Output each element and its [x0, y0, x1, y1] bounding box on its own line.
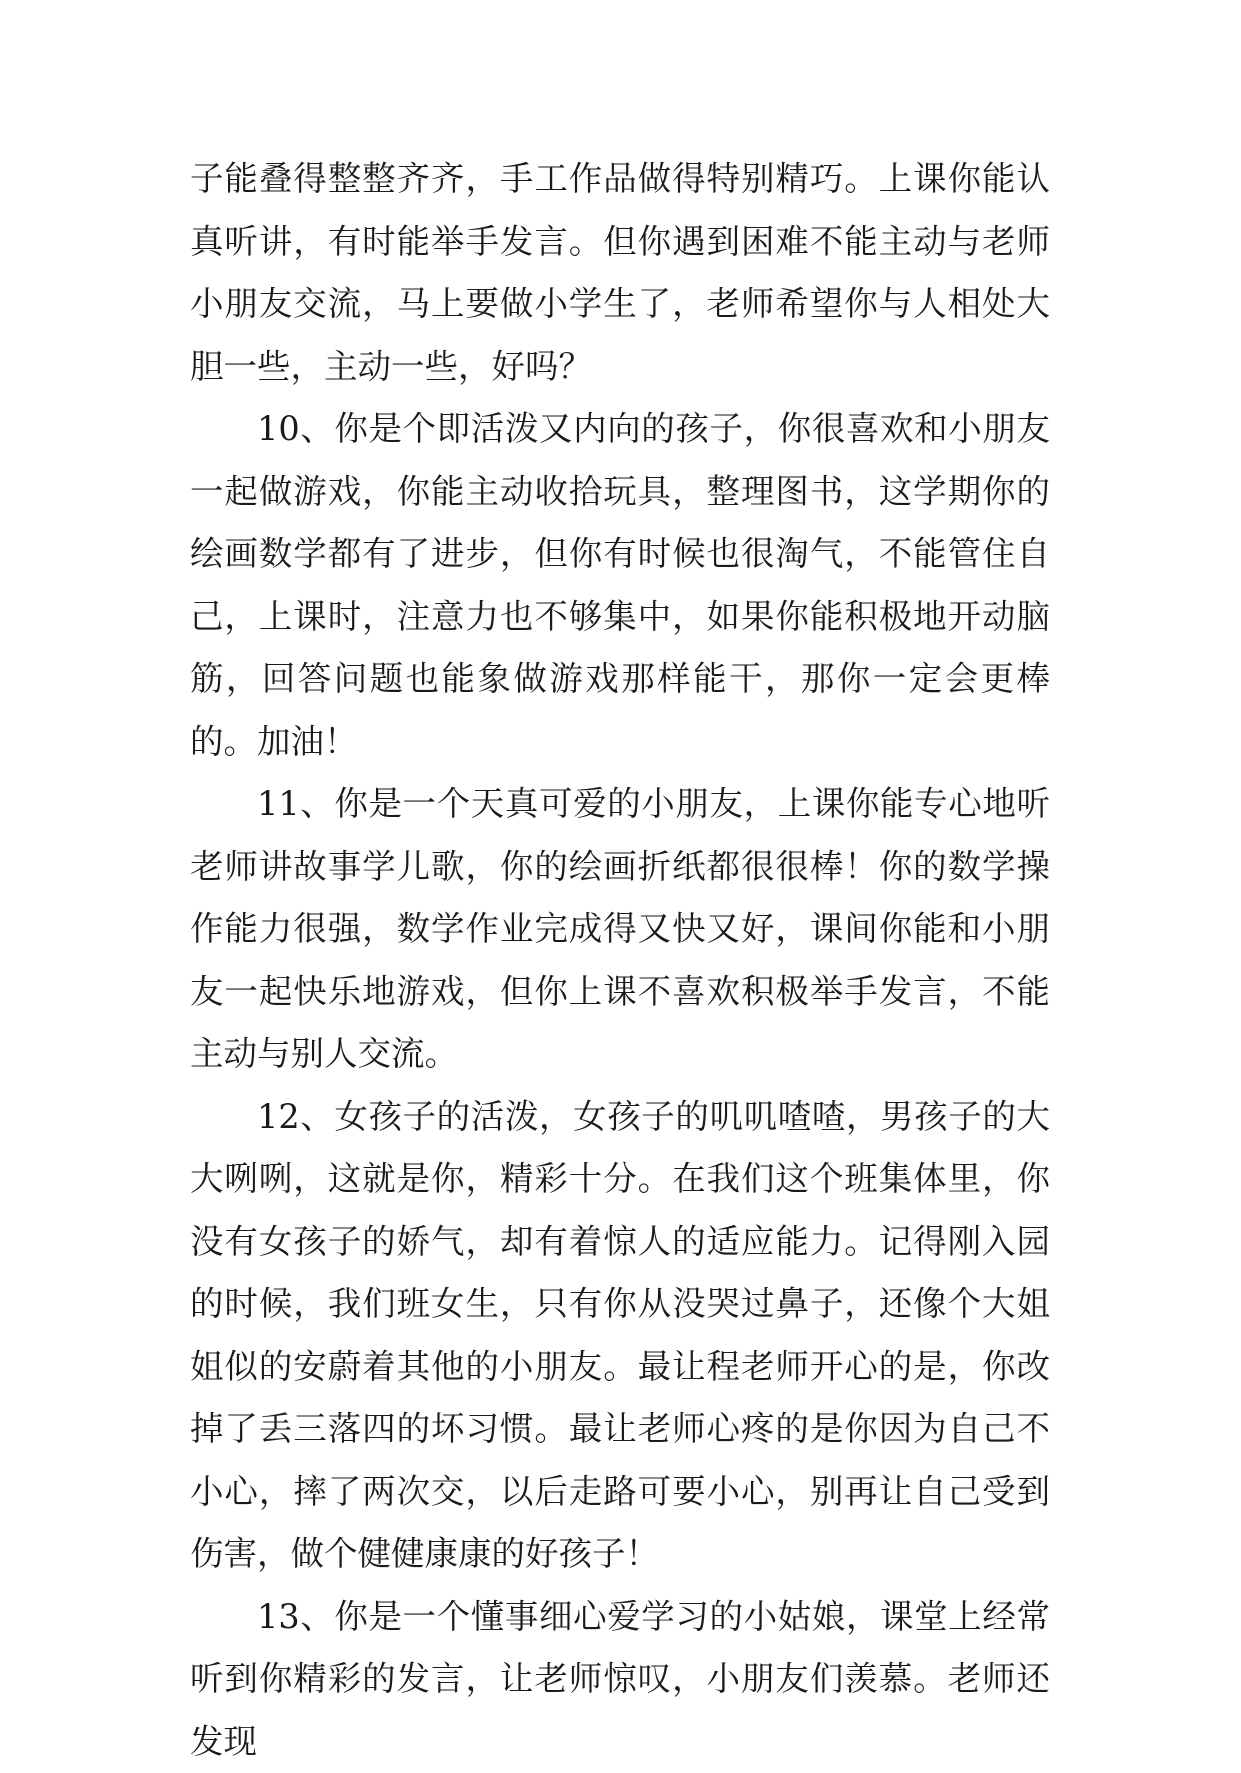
paragraph-10: 10、你是个即活泼又内向的孩子，你很喜欢和小朋友一起做游戏，你能主动收拾玩具，整理图书，这学期你的绘画数学都有了进步，但你有时候也很淘气，不能管住自己，上课时，注意力也不够集中，如果你能积极地开动脑筋，回答问题也能象做游戏那样能干，那你一定会更棒的。加油！ [190, 398, 1050, 773]
paragraph-12: 12、女孩子的活泼，女孩子的叽叽喳喳，男孩子的大大咧咧，这就是你，精彩十分。在我们这个班集体里，你没有女孩子的娇气，却有着惊人的适应能力。记得刚入园的时候，我们班女生，只有你从没哭过鼻子，还像个大姐姐似的安蔚着其他的小朋友。最让程老师开心的是，你改掉了丢三落四的坏习惯。最让老师心疼的是你因为自己不小心，摔了两次交，以后走路可要小心，别再让自己受到伤害，做个健健康康的好孩子！ [190, 1086, 1050, 1586]
paragraph-11: 11、你是一个天真可爱的小朋友，上课你能专心地听老师讲故事学儿歌，你的绘画折纸都很很棒！你的数学操作能力很强，数学作业完成得又快又好，课间你能和小朋友一起快乐地游戏，但你上课不喜欢积极举手发言，不能主动与别人交流。 [190, 773, 1050, 1086]
paragraph-13: 13、你是一个懂事细心爱学习的小姑娘，课堂上经常听到你精彩的发言，让老师惊叹，小朋友们羡慕。老师还发现 [190, 1586, 1050, 1773]
paragraph-continued: 子能叠得整整齐齐，手工作品做得特别精巧。上课你能认真听讲，有时能举手发言。但你遇到困难不能主动与老师小朋友交流，马上要做小学生了，老师希望你与人相处大胆一些，主动一些，好吗？ [190, 148, 1050, 398]
document-body [190, 148, 1050, 1773]
